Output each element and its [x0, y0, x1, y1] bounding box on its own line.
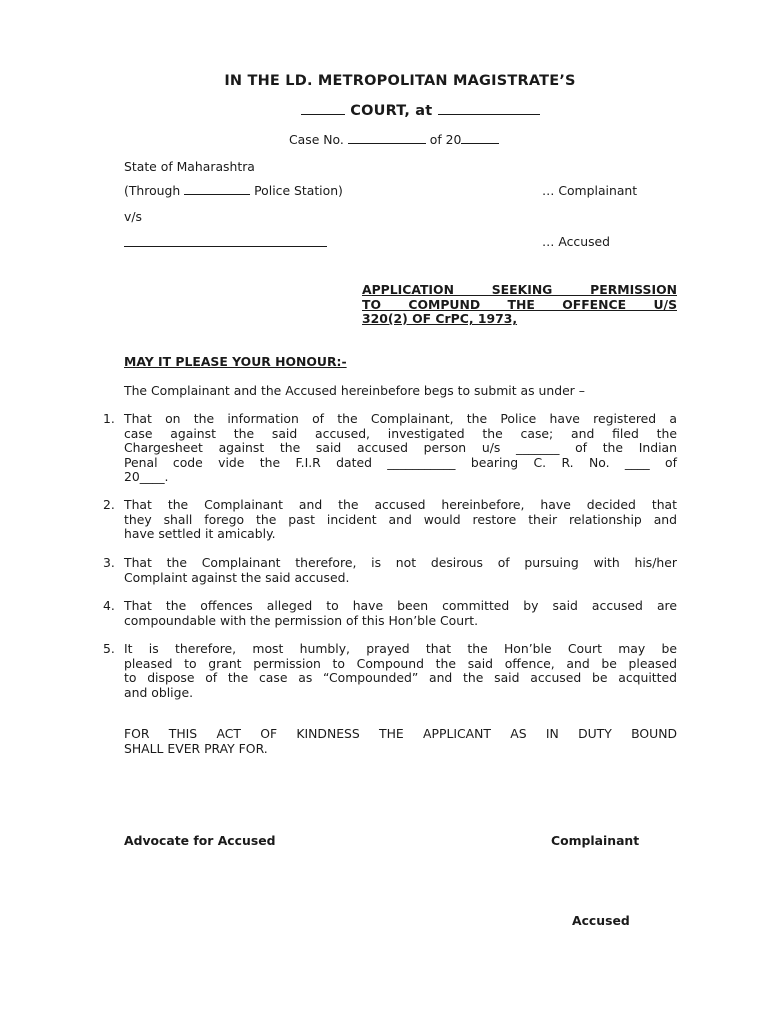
- intro-text: The Complainant and the Accused hereinbefore begs to submit as under –: [124, 383, 585, 398]
- document-heading: IN THE LD. METROPOLITAN MAGISTRATE’S: [224, 73, 576, 89]
- case-no-blank: [348, 132, 426, 144]
- court-label: COURT, at: [350, 103, 433, 119]
- paragraph-line: compoundable with the permission of this Hon’ble Court.: [124, 612, 479, 628]
- court-location-blank: [438, 103, 540, 115]
- court-line: [301, 103, 540, 119]
- paragraph-line: Penal code vide the F.I.R dated ___________ bearing C. R. No. ____ of: [124, 454, 677, 470]
- paragraph-line: case against the said accused, investigated the case; and filed the: [124, 425, 677, 441]
- paragraph-line: to dispose of the case as “Compounded” and the said accused be acquitted: [124, 670, 677, 685]
- paragraph-line: have settled it amicably.: [124, 526, 276, 541]
- paragraph-line: and oblige.: [124, 684, 194, 700]
- year-label: of 20: [429, 132, 462, 147]
- paragraph-1: [124, 412, 677, 485]
- year-blank: [461, 132, 499, 144]
- paragraph-line: pleased to grant permission to Compound the said offence, and be pleased: [124, 655, 677, 671]
- paragraph-line: It is therefore, most humbly, prayed that the Hon’ble Court may be: [124, 641, 677, 656]
- accused-role: … Accused: [542, 234, 611, 249]
- versus-label: v/s: [124, 209, 142, 224]
- prayer-line: FOR THIS ACT OF KINDNESS THE APPLICANT AS IN DUTY BOUND: [124, 726, 677, 741]
- salutation: MAY IT PLEASE YOUR HONOUR:-: [124, 354, 347, 369]
- paragraph-line: 20____.: [124, 469, 169, 484]
- prayer-line: SHALL EVER PRAY FOR.: [124, 740, 268, 756]
- police-station-blank: [184, 183, 250, 195]
- paragraph-line: they shall forego the past incident and would restore their relationship and: [124, 511, 677, 527]
- application-title: [362, 283, 677, 327]
- case-no-label: Case No.: [289, 132, 344, 147]
- application-title-line: 320(2) OF CrPC, 1973,: [362, 311, 518, 326]
- police-station-label: Police Station): [254, 183, 343, 198]
- application-title-line: TO COMPUND THE OFFENCE U/S: [362, 296, 677, 312]
- through-line: [124, 183, 343, 198]
- complainant-signature-label: Complainant: [551, 833, 640, 848]
- paragraph-number: 2.: [103, 497, 115, 512]
- paragraph-line: That the offences alleged to have been committed by said accused are: [124, 598, 677, 613]
- paragraph-number: 3.: [103, 555, 115, 570]
- case-number-line: [289, 132, 499, 147]
- accused-signature-label: Accused: [572, 913, 630, 928]
- paragraph-5: [124, 642, 677, 700]
- court-blank: [301, 103, 345, 115]
- paragraph-2: [124, 498, 677, 542]
- complainant-role: … Complainant: [542, 183, 638, 198]
- accused-name-blank: [124, 235, 327, 250]
- through-label: (Through: [124, 183, 181, 198]
- application-title-line: APPLICATION SEEKING PERMISSION: [362, 282, 677, 297]
- paragraph-number: 5.: [103, 641, 115, 656]
- paragraph-line: That on the information of the Complainant, the Police have registered a: [124, 411, 677, 426]
- advocate-signature-label: Advocate for Accused: [124, 833, 276, 848]
- paragraph-number: 4.: [103, 598, 115, 613]
- paragraph-number: 1.: [103, 411, 115, 426]
- paragraph-4: [124, 599, 677, 628]
- prayer-text: [124, 727, 677, 756]
- paragraph-line: That the Complainant and the accused hereinbefore, have decided that: [124, 497, 677, 512]
- state-label: State of Maharashtra: [124, 159, 255, 174]
- paragraph-line: Complaint against the said accused.: [124, 569, 350, 585]
- paragraph-3: [124, 556, 677, 585]
- paragraph-line: That the Complainant therefore, is not desirous of pursuing with his/her: [124, 555, 677, 570]
- paragraph-line: Chargesheet against the said accused person u/s _______ of the Indian: [124, 440, 677, 455]
